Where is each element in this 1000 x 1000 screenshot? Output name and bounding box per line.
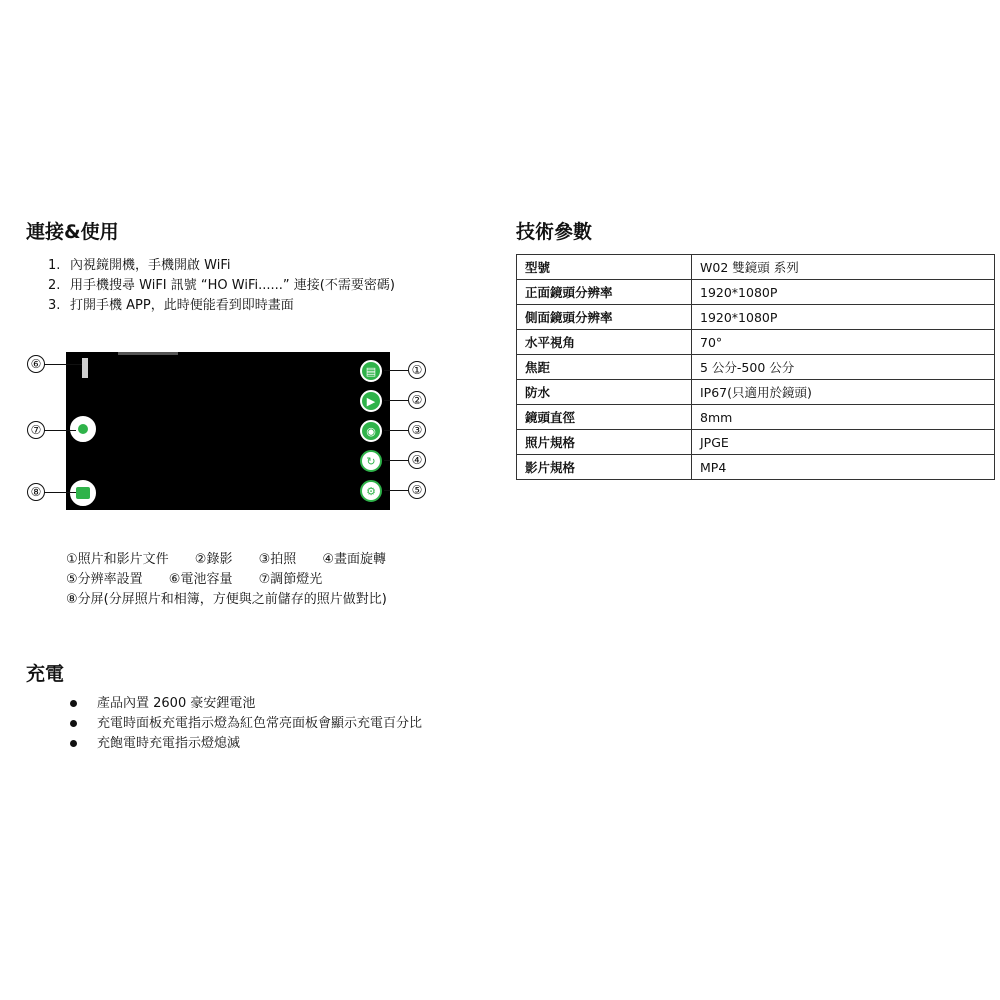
table-row: 影片規格 MP4 [517, 455, 995, 480]
callout-4: ④ [408, 451, 426, 469]
list-item: 充飽電時充電指示燈熄滅 [70, 734, 422, 754]
table-row: 焦距 5 公分-500 公分 [517, 355, 995, 380]
table-row: 型號 W02 雙鏡頭 系列 [517, 255, 995, 280]
callout-5: ⑤ [408, 481, 426, 499]
callout-6: ⑥ [27, 355, 45, 373]
bullet-icon [70, 740, 77, 747]
specs-table [516, 254, 995, 480]
icon-legend [66, 550, 409, 610]
legend-item: ⑧分屏(分屏照片和相簿，方便與之前儲存的照片做對比) [66, 592, 387, 607]
legend-item: ⑥電池容量 [168, 572, 233, 587]
battery-icon [82, 358, 88, 378]
callout-8: ⑧ [27, 483, 45, 501]
callout-line [384, 460, 408, 461]
legend-item: ⑦調節燈光 [258, 572, 323, 587]
bullet-icon [70, 700, 77, 707]
usage-title: 連接&使用 [26, 221, 119, 243]
legend-item: ③拍照 [258, 552, 297, 567]
callout-7: ⑦ [27, 421, 45, 439]
callout-1: ① [408, 361, 426, 379]
app-screen-illustration [66, 352, 390, 510]
split-screen-icon [70, 480, 96, 506]
bullet-icon [70, 720, 77, 727]
legend-item: ⑤分辨率設置 [66, 572, 143, 587]
gear-icon: ⚙ [360, 480, 382, 502]
table-row: 水平視角 70° [517, 330, 995, 355]
usage-step: 1. 內視鏡開機，手機開啟 WiFi [48, 258, 231, 273]
callout-line [44, 430, 76, 431]
legend-item: ①照片和影片文件 [66, 552, 169, 567]
usage-steps [48, 256, 395, 316]
list-item: 產品內置 2600 豪安鋰電池 [70, 694, 422, 714]
list-item: 充電時面板充電指示燈為紅色常亮面板會顯示充電百分比 [70, 714, 422, 734]
legend-row [66, 590, 409, 610]
callout-line [384, 400, 408, 401]
legend-item: ②錄影 [194, 552, 233, 567]
usage-step: 3. 打開手機 APP，此時便能看到即時畫面 [48, 298, 294, 313]
light-icon [70, 416, 96, 442]
rotate-icon: ↻ [360, 450, 382, 472]
video-icon: ▶ [360, 390, 382, 412]
callout-2: ② [408, 391, 426, 409]
callout-line [44, 492, 76, 493]
table-row: 照片規格 JPGE [517, 430, 995, 455]
callout-line [384, 370, 408, 371]
legend-item: ④畫面旋轉 [322, 552, 387, 567]
legend-row [66, 570, 409, 590]
legend-row [66, 550, 409, 570]
table-row: 側面鏡頭分辨率 1920*1080P [517, 305, 995, 330]
callout-3: ③ [408, 421, 426, 439]
table-row: 正面鏡頭分辨率 1920*1080P [517, 280, 995, 305]
specs-title: 技術參數 [516, 221, 593, 243]
charging-title: 充電 [26, 663, 65, 685]
table-row: 鏡頭直徑 8mm [517, 405, 995, 430]
usage-step: 2. 用手機搜尋 WiFI 訊號 “HO WiFi......” 連接(不需要密碼) [48, 278, 395, 293]
callout-line [384, 430, 408, 431]
camera-icon: ◉ [360, 420, 382, 442]
callout-line [44, 364, 82, 365]
callout-line [384, 490, 408, 491]
table-row: 防水 IP67(只適用於鏡頭) [517, 380, 995, 405]
file-icon: ▤ [360, 360, 382, 382]
charging-list [70, 694, 422, 754]
screen-top-bar [118, 352, 178, 355]
